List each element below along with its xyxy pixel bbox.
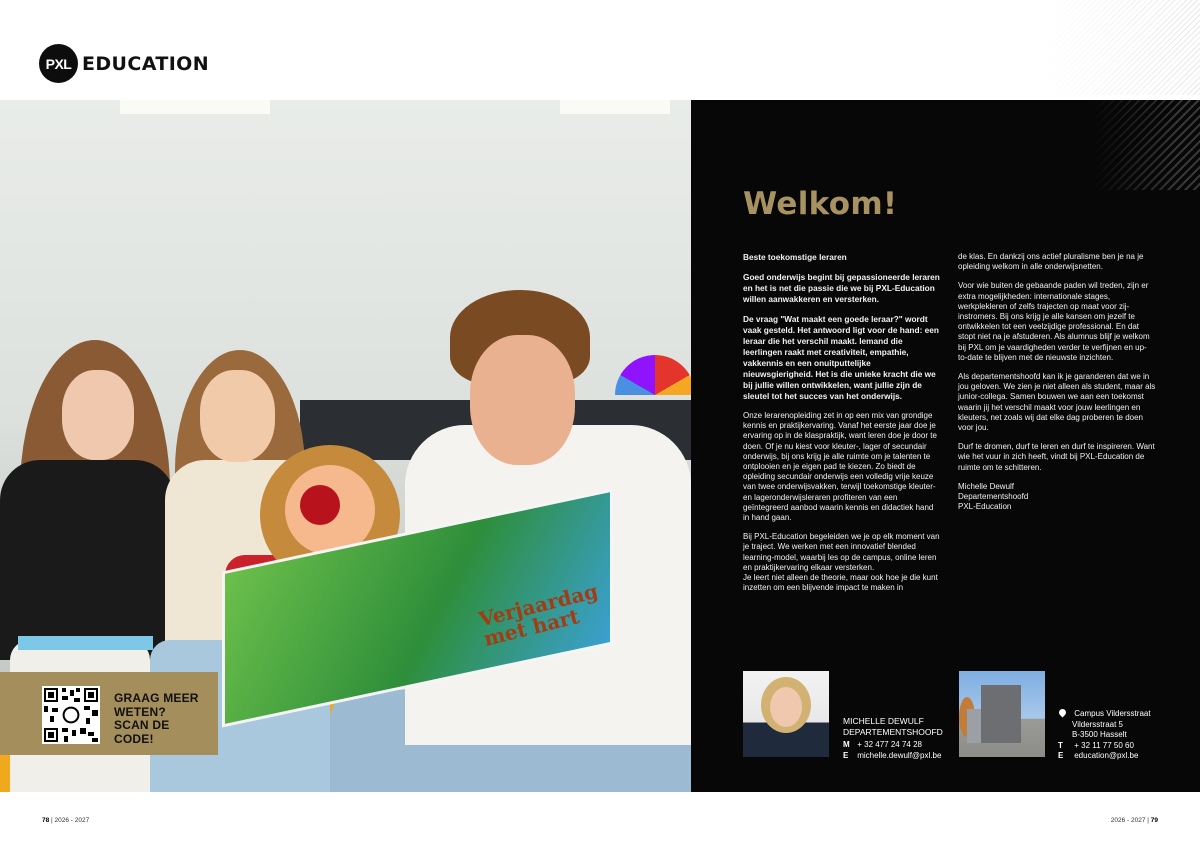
contact-name: MICHELLE DEWULF — [843, 716, 924, 726]
intro-paragraph: Goed onderwijs begint bij gepassioneerde leraren en het is net die passie die we bij PXL-Education willen aanwakkeren en versterken. — [743, 272, 940, 304]
contact-role: DEPARTEMENTSHOOFD — [843, 726, 943, 737]
decorative-stripes — [1090, 100, 1200, 190]
campus-phone[interactable]: + 32 11 77 50 60 — [1074, 740, 1134, 750]
text-column-right — [958, 252, 1156, 521]
student-3-face — [470, 335, 575, 465]
page-number: 79 — [1150, 817, 1158, 824]
book-title: Verjaardag met hart — [476, 578, 601, 651]
qr-cta-line: CODE! — [114, 731, 154, 746]
email-key: E — [1058, 751, 1064, 760]
ceiling-light — [560, 100, 670, 114]
body-paragraph: Je leert niet alleen de theorie, maar ook hoe je die kunt inzetten om een blijvende impact te maken in — [743, 573, 938, 593]
welcome-panel — [691, 100, 1200, 792]
pxl-badge: PXL — [39, 44, 78, 83]
campus-street-row — [1058, 720, 1151, 731]
footer-year: | 2026 - 2027 — [51, 817, 90, 824]
lead-paragraph: De vraag "Wat maakt een goede leraar?" wordt vaak gesteld. Het antwoord ligt voor de hand: een leraar die het verschil maakt. Iemand die leerlingen raakt met creativiteit, empathie, vakkennis en een onuitputtelijke nieuwsgierigheid. Het is die unieke kracht die we bij jullie willen ontwikkelen, want jullie zijn de sleutel tot het succes van het onderwijs. — [743, 314, 939, 401]
text-column-left — [743, 252, 941, 602]
body-paragraph: Durf te dromen, durf te leren en durf te inspireren. Want wie het vuur in zich heeft, vindt bij PXL-Education de ruimte om te schitteren. — [958, 442, 1155, 472]
campus-street: Vildersstraat 5 — [1072, 719, 1123, 729]
body-paragraph: Voor wie buiten de gebaande paden wil treden, zijn er extra mogelijkheden: internationale stages, werkplekleren of zelfs trajecten op maat voor zij-instromers. Bij ons krijg je alle kansen om jezelf te ontwikkelen tot een veelzijdige professional. En dat stopt niet na je afstuderen. Als alumnus blijf je welkom bij PXL om je vaardigheden verder te verfijnen en up-to-date te blijven met de nieuwste inzichten. — [958, 281, 1150, 362]
contact-phone-row — [843, 740, 941, 751]
body-paragraph: Bij PXL-Education begeleiden we je op elk moment van je traject. We werken met een innovatief blended learning-model, waarbij les op de campus, online leren en praktijkervaring elkaar versterken. — [743, 532, 940, 572]
campus-photo — [959, 671, 1045, 757]
salutation: Beste toekomstige leraren — [743, 252, 847, 262]
qr-cta-line: WETEN? — [114, 704, 166, 719]
ceiling-light — [120, 100, 270, 114]
contact-person — [843, 716, 943, 737]
phone-key: T — [1058, 740, 1063, 750]
contact-email-row — [843, 751, 941, 762]
qr-cta-line: GRAAG MEER — [114, 691, 199, 705]
footer-year: 2026 - 2027 | — [1110, 817, 1149, 824]
campus-city: B-3500 Hasselt — [1072, 730, 1127, 739]
phone-key: M — [843, 740, 850, 749]
page-number: 78 — [42, 817, 50, 824]
campus-email[interactable]: education@pxl.be — [1074, 751, 1139, 760]
footer-left — [42, 817, 89, 824]
body-paragraph: Onze lerarenopleiding zet in op een mix van grondige kennis en praktijkervaring. Vanaf het eerste jaar doe je ervaring op in de klaspraktijk, want leren doe je door te doen. Of je nu kiest voor kleuter-, lager of secundair onderwijs, bij ons krijg je alle ruimte om je talenten te ontplooien en je eigen pad te kiezen. Zo biedt de opleiding secundair onderwijs een volledig vrije keuze van twee onderwijsvakken, terwijl toekomstige kleuter- en lageronderwijsleraren profiteren van een geïntegreerd aanbod waarin kennis en didactiek hand in hand gaan. — [743, 411, 937, 523]
page-title: Welkom! — [743, 186, 898, 222]
campus-building — [981, 685, 1021, 743]
body-paragraph: de klas. En dankzij ons actief pluralisme ben je na je opleiding welkom in alle onderwijsnetten. — [958, 252, 1144, 272]
campus-address — [1058, 709, 1151, 762]
qr-cta-line: SCAN DE — [114, 718, 170, 732]
puppet-mouth — [300, 485, 340, 525]
logo-wordmark: EDUCATION — [82, 52, 210, 75]
email-key: E — [843, 750, 849, 760]
decorative-stripes — [1040, 0, 1200, 95]
campus-email-row — [1058, 751, 1151, 762]
campus-name-row — [1058, 709, 1151, 720]
body-paragraph: Als departementshoofd kan ik je garanderen dat we in jou geloven. We zien je niet alleen als student, maar als junior-collega. Samen bouwen we aan een toekomst waarin jij het verschil maakt voor jouw leerlingen en kleuters, net zoals wij dat elke dag proberen te doen voor jou. — [958, 372, 1156, 433]
campus-name: Campus Vildersstraat — [1074, 709, 1151, 718]
student-1-body — [0, 460, 175, 660]
contact-details — [843, 740, 941, 761]
campus-city-row — [1058, 730, 1151, 741]
student-2-face — [200, 370, 275, 462]
signature: Michelle Dewulf Departementshoofd PXL-Education — [958, 481, 1029, 512]
qr-callout — [0, 672, 218, 755]
location-pin-icon — [1058, 709, 1072, 720]
campus-phone-row — [1058, 741, 1151, 752]
contact-phone[interactable]: + 32 477 24 74 28 — [857, 740, 922, 749]
qr-code-graphic — [42, 686, 100, 744]
qr-code[interactable] — [42, 686, 100, 744]
pxl-education-logo — [39, 44, 209, 83]
picture-book-small — [18, 636, 153, 650]
footer-right — [1111, 817, 1158, 824]
portrait-face — [770, 687, 802, 727]
portrait-photo — [743, 671, 829, 757]
contact-email[interactable]: michelle.dewulf@pxl.be — [857, 750, 942, 760]
qr-cta-text — [114, 692, 214, 746]
student-1-face — [62, 370, 134, 460]
